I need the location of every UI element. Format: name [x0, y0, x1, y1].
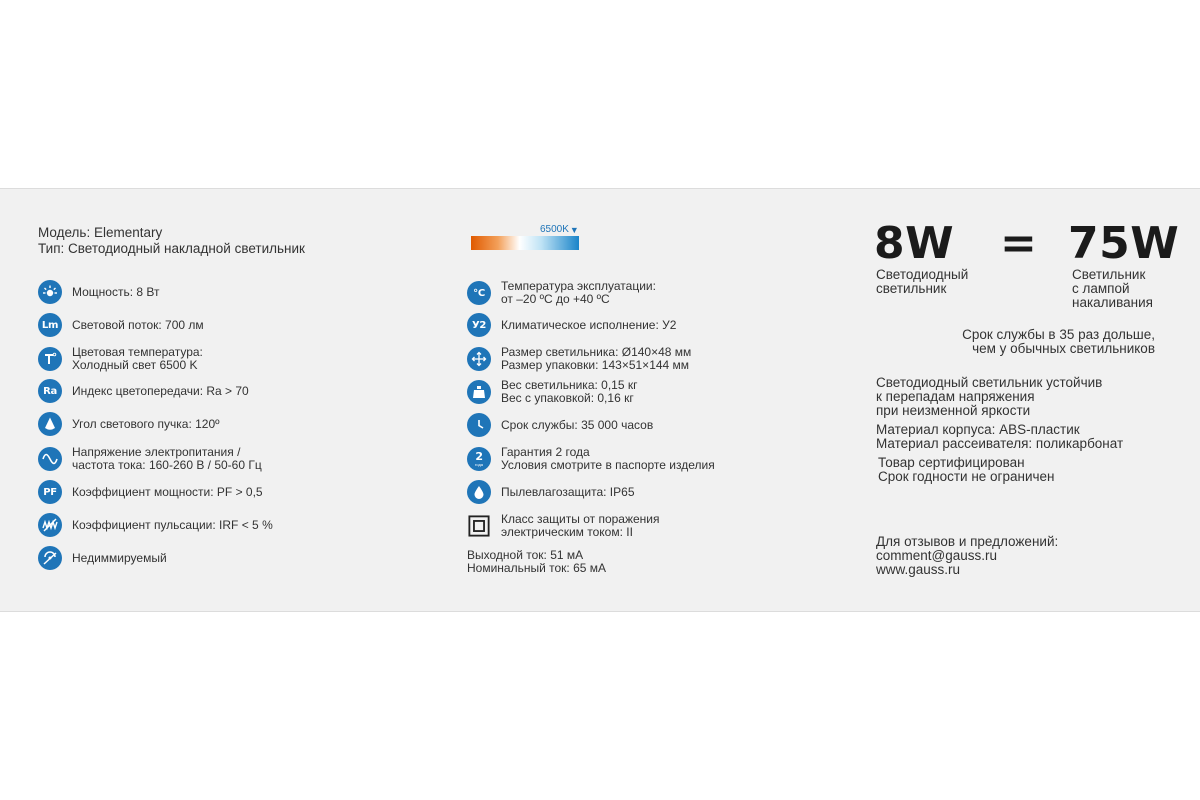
color-scale-marker: [540, 224, 579, 235]
spec-climate-label: Климатическое исполнение: У2: [501, 317, 677, 332]
spec-cri: [38, 379, 249, 403]
spec-flux: [38, 313, 204, 337]
color-temperature-gradient: [471, 236, 579, 250]
spec-color-temp-label: Цветовая температура: Холодный свет 6500 K: [72, 345, 203, 372]
weight-icon: [467, 380, 491, 404]
led-power-value: 8W: [874, 218, 955, 269]
spec-ip-rating: [467, 480, 635, 504]
color-scale-label: 6500K: [540, 224, 569, 235]
spec-dimmable: [38, 546, 167, 570]
drop-icon: [467, 480, 491, 504]
spec-dimmable-label: Недиммируемый: [72, 550, 167, 565]
spec-dimensions: [467, 346, 691, 372]
lifetime-note: Срок службы в 35 раз дольше, чем у обычных светильников: [962, 327, 1155, 356]
spec-weight: [467, 379, 637, 405]
spec-cri-label: Индекс цветопередачи: Ra > 70: [72, 383, 249, 398]
spec-warranty: [467, 446, 715, 472]
spec-power-factor: [38, 480, 263, 504]
pf-icon: PF: [38, 480, 62, 504]
spec-operating-temp-label: Температура эксплуатации: от –20 ºС до +40 ºС: [501, 279, 656, 306]
spec-ip-rating-label: Пылевлагозащита: IP65: [501, 484, 635, 499]
incandescent-power-value: 75W: [1068, 218, 1180, 269]
spec-power-label: Мощность: 8 Вт: [72, 284, 160, 299]
materials-text: Материал корпуса: ABS-пластик Материал рассеивателя: поликарбонат: [876, 422, 1124, 451]
led-caption: Светодиодный светильник: [876, 267, 969, 296]
triangle-down-icon: ▼: [569, 224, 579, 235]
spec-lifetime-label: Срок службы: 35 000 часов: [501, 417, 654, 432]
spec-operating-temp: [467, 280, 656, 306]
temperature-c-icon: °C: [467, 281, 491, 305]
protection-class-icon: [467, 514, 491, 538]
model-label: Модель: Elementary: [38, 225, 163, 240]
incandescent-caption: Светильник с лампой накаливания: [1072, 267, 1153, 310]
spec-voltage-label: Напряжение электропитания / частота тока: 160-260 В / 50-60 Гц: [72, 445, 262, 472]
spec-protection-class-label: Класс защиты от поражения электрическим током: II: [501, 512, 660, 539]
contacts-text: Для отзывов и предложений: comment@gauss.ru www.gauss.ru: [876, 534, 1059, 577]
ripple-icon: [38, 513, 62, 537]
stability-text: Светодиодный светильник устойчив к перепадам напряжения при неизменной яркости: [876, 375, 1103, 418]
sun-icon: [38, 280, 62, 304]
spec-protection-class: [467, 513, 660, 539]
spec-power-factor-label: Коэффициент мощности: PF > 0,5: [72, 484, 263, 499]
equals-sign: =: [1000, 218, 1038, 269]
certified-text: Товар сертифицирован Срок годности не ограничен: [878, 455, 1055, 484]
currents-text: Выходной ток: 51 мА Номинальный ток: 65 мА: [467, 548, 607, 575]
spec-beam-angle-label: Угол светового пучка: 120º: [72, 416, 220, 431]
dimensions-icon: [467, 347, 491, 371]
spec-color-temp: [38, 346, 203, 372]
non-dimmable-icon: [38, 546, 62, 570]
spec-flux-label: Световой поток: 700 лм: [72, 317, 204, 332]
spec-lifetime: [467, 413, 653, 437]
warranty-icon: 2 года: [467, 447, 491, 471]
spec-dimensions-label: Размер светильника: Ø140×48 мм Размер упаковки: 143×51×144 мм: [501, 345, 692, 372]
spec-ripple: [38, 513, 273, 537]
spec-beam-angle: [38, 412, 220, 436]
climate-icon: У2: [467, 313, 491, 337]
spec-weight-label: Вес светильника: 0,15 кг Вес с упаковкой: 0,16 кг: [501, 378, 638, 405]
spec-climate: [467, 313, 676, 337]
spec-ripple-label: Коэффициент пульсации: IRF < 5 %: [72, 517, 273, 532]
beam-angle-icon: [38, 412, 62, 436]
spec-voltage: [38, 446, 262, 472]
sine-wave-icon: [38, 447, 62, 471]
ra-icon: Ra: [38, 379, 62, 403]
type-label: Тип: Светодиодный накладной светильник: [38, 241, 305, 256]
lm-icon: Lm: [38, 313, 62, 337]
spec-power: [38, 280, 160, 304]
thermometer-icon: [38, 347, 62, 371]
clock-icon: [467, 413, 491, 437]
spec-warranty-label: Гарантия 2 года Условия смотрите в паспорте изделия: [501, 445, 715, 472]
